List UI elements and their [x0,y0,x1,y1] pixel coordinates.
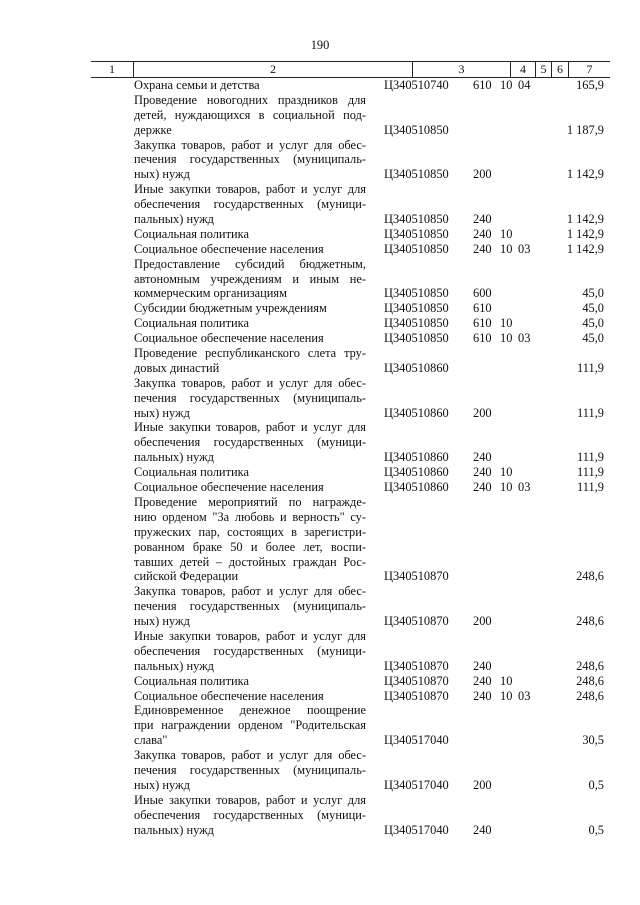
table-row [0,93,640,138]
description-line: тавших детей – достойных граждан Рос- [134,554,366,569]
amount: 248,6 [576,673,604,688]
row-description [134,495,366,584]
description-line: Социальная политика [134,465,249,480]
row-description [134,227,366,242]
table-row [0,420,640,465]
row-description [134,689,366,704]
expense-type: 240 [473,465,492,480]
description-line: коммерческим организациям [134,286,287,301]
target-code: Ц340510850 [384,301,449,316]
description-line: Закупка товаров, работ и услуг для обес- [134,375,366,390]
table-row [0,480,640,495]
description-line: Социальное обеспечение населения [134,480,324,495]
table-row [0,138,640,183]
description-line: сийской Федерации [134,569,239,584]
header-col-7: 7 [586,62,593,76]
row-description [134,748,366,793]
expense-type: 240 [473,688,492,703]
target-code: Ц340517040 [384,822,449,837]
description-line: пальных) нужд [134,822,214,837]
section-code: 10 [500,226,513,241]
description-line: слава" [134,733,168,748]
expense-type: 610 [473,316,492,331]
description-line: Закупка товаров, работ и услуг для обес- [134,584,366,599]
page-number: 190 [310,38,330,52]
description-line: ных) нужд [134,167,190,182]
row-description [134,138,366,183]
amount: 0,5 [588,777,604,792]
target-code: Ц340510870 [384,614,449,629]
description-line: Предоставление субсидий бюджетным, [134,256,366,271]
table-row [0,465,640,480]
description-line: пальных) нужд [134,658,214,673]
description-line: печения государственных (муниципаль- [134,599,366,614]
subsection-code: 03 [518,331,531,346]
target-code: Ц340510850 [384,286,449,301]
description-line: детей, нуждающихся в социальной под- [134,107,366,122]
amount: 45,0 [582,331,604,346]
subsection-code: 03 [518,241,531,256]
amount: 165,9 [576,78,604,92]
description-line: пружеских пар, состоящих в зарегистри- [134,524,366,539]
target-code: Ц340510870 [384,688,449,703]
description-line: пальных) нужд [134,450,214,465]
description-line: нию орденом "За любовь и верность" су- [134,509,366,524]
description-line: Проведение новогодних праздников для [134,92,366,107]
table-row [0,689,640,704]
description-line: пальных) нужд [134,212,214,227]
table-header [91,61,610,78]
subsection-code: 03 [518,480,531,495]
expense-type: 200 [473,167,492,182]
target-code: Ц340510860 [384,450,449,465]
expense-type: 240 [473,226,492,241]
expense-type: 240 [473,212,492,227]
subsection-code: 04 [518,78,531,92]
budget-table-body [0,78,640,837]
row-description [134,242,366,257]
amount: 111,9 [577,450,604,465]
section-code: 10 [500,465,513,480]
description-line: Закупка товаров, работ и услуг для обес- [134,748,366,763]
description-line: Иные закупки товаров, работ и услуг для [134,182,366,197]
expense-type: 610 [473,331,492,346]
row-description [134,376,366,421]
expense-type: 600 [473,286,492,301]
table-row [0,703,640,748]
row-description [134,182,366,227]
row-description [134,257,366,302]
table-row [0,242,640,257]
row-description [134,331,366,346]
header-col-3: 3 [458,62,465,76]
description-line: печения государственных (муниципаль- [134,762,366,777]
expense-type: 200 [473,777,492,792]
description-line: Социальная политика [134,226,249,241]
table-row [0,346,640,376]
table-row [0,376,640,421]
description-line: Проведение республиканского слета тру- [134,346,366,361]
amount: 45,0 [582,316,604,331]
description-line: Закупка товаров, работ и услуг для обес- [134,137,366,152]
target-code: Ц340517040 [384,733,449,748]
table-row [0,793,640,838]
expense-type: 610 [473,301,492,316]
target-code: Ц340510740 [384,78,449,92]
section-code: 10 [500,241,513,256]
target-code: Ц340510870 [384,569,449,584]
section-code: 10 [500,480,513,495]
target-code: Ц340510850 [384,167,449,182]
amount: 0,5 [588,822,604,837]
table-row [0,301,640,316]
target-code: Ц340510850 [384,226,449,241]
row-description [134,420,366,465]
header-col-1: 1 [109,62,115,76]
description-line: обеспечения государственных (муници- [134,643,366,658]
description-line: обеспечения государственных (муници- [134,435,366,450]
expense-type: 240 [473,480,492,495]
row-description [134,93,366,138]
header-col-5: 5 [540,62,547,76]
target-code: Ц340510850 [384,316,449,331]
amount: 111,9 [577,405,604,420]
target-code: Ц340517040 [384,777,449,792]
table-row [0,257,640,302]
table-row [0,227,640,242]
amount: 1 142,9 [566,226,604,241]
description-line: печения государственных (муниципаль- [134,390,366,405]
description-line: довых династий [134,360,220,375]
description-line: при награждении орденом "Родительская [134,718,366,733]
target-code: Ц340510850 [384,212,449,227]
description-line: держке [134,122,172,137]
header-col-6: 6 [557,62,563,76]
description-line: Социальное обеспечение населения [134,331,324,346]
target-code: Ц340510860 [384,405,449,420]
row-description [134,465,366,480]
description-line: ных) нужд [134,405,190,420]
expense-type: 240 [473,822,492,837]
description-line: обеспечения государственных (муници- [134,807,366,822]
row-description [134,629,366,674]
expense-type: 610 [473,78,492,92]
description-line: Социальная политика [134,673,249,688]
target-code: Ц340510870 [384,658,449,673]
target-code: Ц340510850 [384,241,449,256]
target-code: Ц340510850 [384,331,449,346]
amount: 45,0 [582,286,604,301]
amount: 111,9 [577,480,604,495]
target-code: Ц340510850 [384,122,449,137]
table-row [0,331,640,346]
description-line: Единовременное денежное поощрение [134,703,366,718]
amount: 45,0 [582,301,604,316]
section-code: 10 [500,316,513,331]
row-description [134,480,366,495]
target-code: Ц340510860 [384,465,449,480]
description-line: ных) нужд [134,777,190,792]
row-description [134,346,366,376]
amount: 248,6 [576,658,604,673]
amount: 1 142,9 [566,241,604,256]
table-row [0,182,640,227]
table-row [0,316,640,331]
amount: 1 187,9 [566,122,604,137]
amount: 111,9 [577,465,604,480]
description-line: Иные закупки товаров, работ и услуг для [134,628,366,643]
table-row [0,78,640,93]
amount: 30,5 [582,733,604,748]
target-code: Ц340510870 [384,673,449,688]
amount: 248,6 [576,688,604,703]
expense-type: 200 [473,405,492,420]
row-description [134,674,366,689]
description-line: рованном браке 50 и более лет, воспи- [134,539,366,554]
amount: 1 142,9 [566,167,604,182]
table-row [0,748,640,793]
expense-type: 240 [473,673,492,688]
header-col-4: 4 [520,62,526,76]
description-line: Субсидии бюджетным учреждениям [134,301,327,316]
amount: 1 142,9 [566,212,604,227]
row-description [134,793,366,838]
row-description [134,703,366,748]
expense-type: 240 [473,450,492,465]
row-description [134,301,366,316]
row-description [134,584,366,629]
description-line: Социальная политика [134,316,249,331]
table-row [0,629,640,674]
subsection-code: 03 [518,688,531,703]
section-code: 10 [500,78,513,92]
section-code: 10 [500,688,513,703]
table-row [0,584,640,629]
target-code: Ц340510860 [384,480,449,495]
description-line: Охрана семьи и детства [134,78,260,92]
header-col-2: 2 [270,62,276,76]
table-row [0,674,640,689]
section-code: 10 [500,673,513,688]
expense-type: 240 [473,241,492,256]
expense-type: 240 [473,658,492,673]
amount: 248,6 [576,614,604,629]
description-line: Иные закупки товаров, работ и услуг для [134,792,366,807]
amount: 111,9 [577,360,604,375]
row-description [134,316,366,331]
description-line: Социальное обеспечение населения [134,241,324,256]
expense-type: 200 [473,614,492,629]
description-line: ных) нужд [134,614,190,629]
amount: 248,6 [576,569,604,584]
row-description [134,78,366,93]
description-line: автономным учреждениям и иным не- [134,271,366,286]
description-line: Социальное обеспечение населения [134,688,324,703]
description-line: обеспечения государственных (муници- [134,197,366,212]
table-row [0,495,640,584]
section-code: 10 [500,331,513,346]
target-code: Ц340510860 [384,360,449,375]
description-line: Проведение мероприятий по награжде- [134,494,366,509]
description-line: Иные закупки товаров, работ и услуг для [134,420,366,435]
description-line: печения государственных (муниципаль- [134,152,366,167]
